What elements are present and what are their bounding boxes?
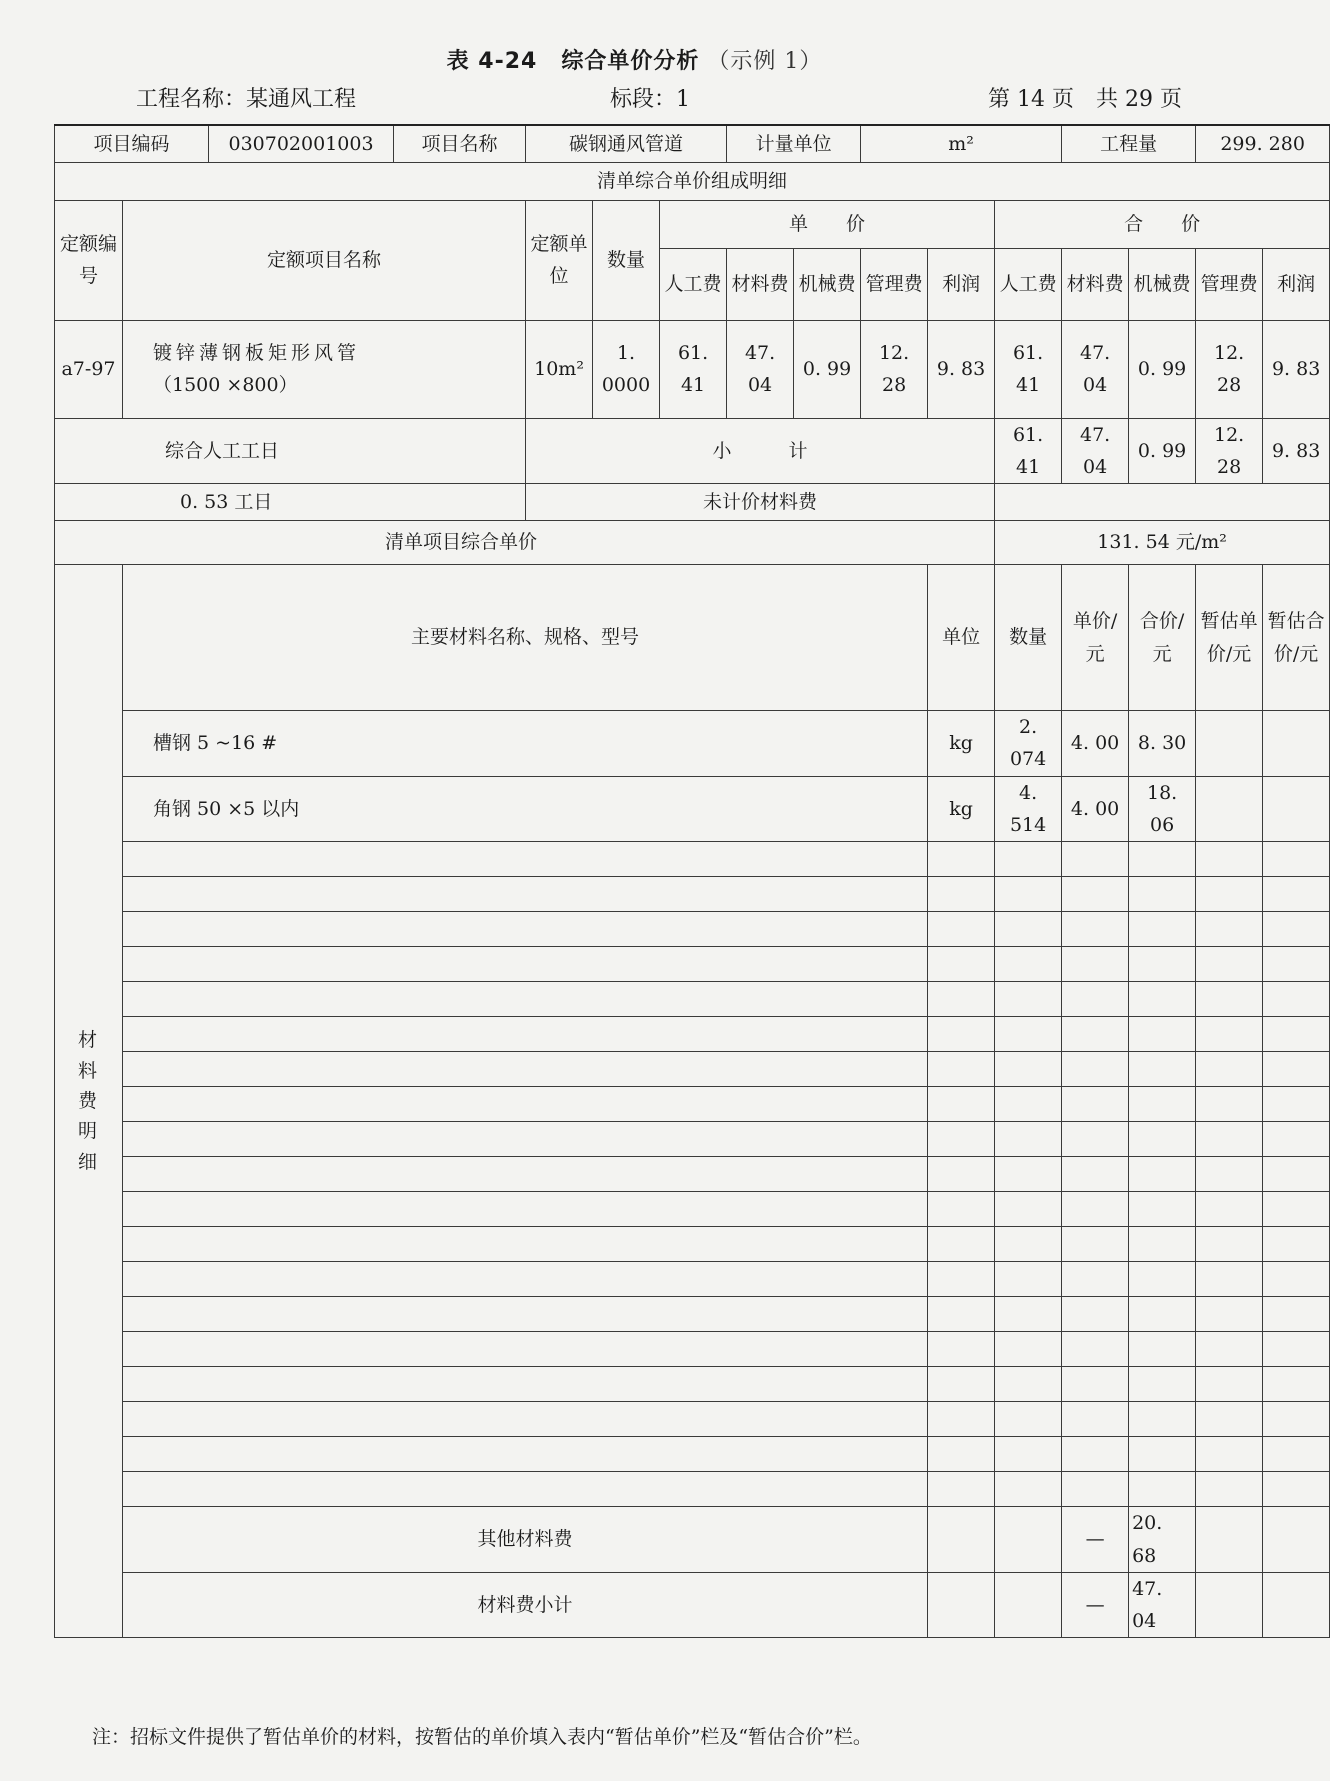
col-quota-name: 定额项目名称	[123, 200, 526, 320]
labor-day-value: 0. 53 工日	[55, 484, 526, 521]
materials-section-text: 材料费明细	[77, 1029, 99, 1173]
tp-profit: 9. 83	[1263, 320, 1330, 418]
empty-material-row	[55, 877, 1330, 912]
section-value: 1	[676, 87, 691, 112]
material-row	[55, 711, 1330, 777]
material-total: 8. 30	[1129, 711, 1196, 777]
sub-machine: 0. 99	[1129, 418, 1196, 484]
table-number: 表 4-24	[446, 49, 538, 74]
name-label: 项目名称	[394, 125, 526, 162]
material-est-total	[1263, 776, 1330, 842]
tp-labor: 61. 41	[995, 320, 1062, 418]
tp-mgmt: 12. 28	[1196, 320, 1263, 418]
unpriced-row	[55, 484, 1330, 521]
name-value: 碳钢通风管道	[526, 125, 727, 162]
material-total: 18. 06	[1129, 776, 1196, 842]
material-unit: kg	[928, 711, 995, 777]
quota-unit: 10m²	[526, 320, 593, 418]
quota-name: 镀锌薄钢板矩形风管	[153, 341, 361, 364]
unit-price-analysis-table	[54, 124, 1330, 1638]
section-info	[610, 82, 690, 113]
quota-count: 1. 0000	[593, 320, 660, 418]
empty-material-row	[55, 1437, 1330, 1472]
composite-value: 131. 54 元/m²	[995, 521, 1330, 565]
material-name: 角钢 50 ×5 以内	[123, 776, 928, 842]
col-tp-labor: 人工费	[995, 248, 1062, 320]
project-label: 工程名称：	[136, 87, 247, 112]
empty-material-row	[55, 1017, 1330, 1052]
empty-material-row	[55, 1122, 1330, 1157]
col-up-labor: 人工费	[660, 248, 727, 320]
up-material: 47. 04	[727, 320, 794, 418]
col-total-price: 合 价	[995, 200, 1330, 248]
col-up-machine: 机械费	[794, 248, 861, 320]
mat-col-qty: 数量	[995, 565, 1062, 711]
unit-value: m²	[861, 125, 1062, 162]
page-number: 第 14 页	[988, 87, 1074, 112]
other-materials-label: 其他材料费	[123, 1507, 928, 1573]
empty-material-row	[55, 982, 1330, 1017]
quota-no: a7-97	[55, 320, 123, 418]
quota-spec: （1500 ×800）	[153, 374, 298, 396]
mat-col-est-total-price: 暂估合价/元	[1263, 565, 1330, 711]
empty-material-row	[55, 1332, 1330, 1367]
unpriced-value	[995, 484, 1330, 521]
mat-col-est-unit-price: 暂估单价/元	[1196, 565, 1263, 711]
col-quota-unit: 定额单位	[526, 200, 593, 320]
empty-material-row	[55, 1262, 1330, 1297]
up-mgmt: 12. 28	[861, 320, 928, 418]
section-label: 标段：	[610, 87, 677, 112]
sub-mgmt: 12. 28	[1196, 418, 1263, 484]
page-total: 共 29 页	[1095, 87, 1182, 112]
empty-material-row	[55, 842, 1330, 877]
empty-material-row	[55, 947, 1330, 982]
column-group-row	[55, 200, 1330, 248]
materials-subtotal-label: 材料费小计	[123, 1572, 928, 1638]
empty-material-row	[55, 1192, 1330, 1227]
labor-day-label: 综合人工工日	[55, 418, 526, 484]
col-tp-machine: 机械费	[1129, 248, 1196, 320]
material-row	[55, 776, 1330, 842]
detail-header-row	[55, 162, 1330, 200]
footnote: 注：招标文件提供了暂估单价的材料，按暂估的单价填入表内“暂估单价”栏及“暂估合价”栏。	[92, 1726, 872, 1748]
material-est-total	[1263, 711, 1330, 777]
material-name: 槽钢 5 ~16 #	[123, 711, 928, 777]
qty-value: 299. 280	[1196, 125, 1330, 162]
material-qty: 4. 514	[995, 776, 1062, 842]
col-quota-no: 定额编号	[55, 200, 123, 320]
composite-row	[55, 521, 1330, 565]
empty-material-row	[55, 1402, 1330, 1437]
up-labor: 61. 41	[660, 320, 727, 418]
quota-row	[55, 320, 1330, 418]
quota-name-cell	[123, 320, 526, 418]
empty-material-row	[55, 1052, 1330, 1087]
empty-material-row	[55, 1367, 1330, 1402]
material-price: 4. 00	[1062, 776, 1129, 842]
mat-col-unit-price: 单价/元	[1062, 565, 1129, 711]
item-info-row	[55, 125, 1330, 162]
col-tp-mgmt: 管理费	[1196, 248, 1263, 320]
empty-material-row	[55, 1087, 1330, 1122]
page-info	[988, 82, 1204, 113]
sub-labor: 61. 41	[995, 418, 1062, 484]
unit-label: 计量单位	[727, 125, 861, 162]
up-profit: 9. 83	[928, 320, 995, 418]
materials-subtotal-row	[55, 1572, 1330, 1638]
other-materials-total: 20. 68	[1129, 1507, 1196, 1573]
detail-header: 清单综合单价组成明细	[55, 162, 1330, 200]
table-subtitle: （示例 1）	[707, 49, 823, 74]
other-materials-price: —	[1062, 1507, 1129, 1573]
col-up-mgmt: 管理费	[861, 248, 928, 320]
col-count: 数量	[593, 200, 660, 320]
subtotal-row	[55, 418, 1330, 484]
sub-material: 47. 04	[1062, 418, 1129, 484]
empty-material-row	[55, 1157, 1330, 1192]
col-tp-material: 材料费	[1062, 248, 1129, 320]
project-name	[106, 82, 356, 113]
tp-machine: 0. 99	[1129, 320, 1196, 418]
col-up-material: 材料费	[727, 248, 794, 320]
mat-col-total-price: 合价/元	[1129, 565, 1196, 711]
code-value: 030702001003	[209, 125, 394, 162]
mat-col-unit: 单位	[928, 565, 995, 711]
material-unit: kg	[928, 776, 995, 842]
empty-material-row	[55, 1472, 1330, 1507]
material-qty: 2. 074	[995, 711, 1062, 777]
composite-label: 清单项目综合单价	[55, 521, 995, 565]
sub-profit: 9. 83	[1263, 418, 1330, 484]
col-up-profit: 利润	[928, 248, 995, 320]
col-unit-price: 单 价	[660, 200, 995, 248]
col-tp-profit: 利润	[1263, 248, 1330, 320]
other-materials-row	[55, 1507, 1330, 1573]
up-machine: 0. 99	[794, 320, 861, 418]
qty-label: 工程量	[1062, 125, 1196, 162]
tp-material: 47. 04	[1062, 320, 1129, 418]
empty-material-row	[55, 1297, 1330, 1332]
empty-material-row	[55, 912, 1330, 947]
materials-subtotal-price: —	[1062, 1572, 1129, 1638]
subtotal-label: 小 计	[526, 418, 995, 484]
materials-subtotal-total: 47. 04	[1129, 1572, 1196, 1638]
materials-section-label	[55, 565, 123, 1638]
material-price: 4. 00	[1062, 711, 1129, 777]
unpriced-label: 未计价材料费	[526, 484, 995, 521]
table-title	[0, 44, 1269, 75]
material-est-price	[1196, 776, 1263, 842]
material-est-price	[1196, 711, 1263, 777]
material-header-row	[55, 565, 1330, 711]
code-label: 项目编码	[55, 125, 209, 162]
empty-material-row	[55, 1227, 1330, 1262]
mat-col-name: 主要材料名称、规格、型号	[123, 565, 928, 711]
project-value: 某通风工程	[246, 87, 357, 112]
table-name: 综合单价分析	[561, 49, 700, 74]
